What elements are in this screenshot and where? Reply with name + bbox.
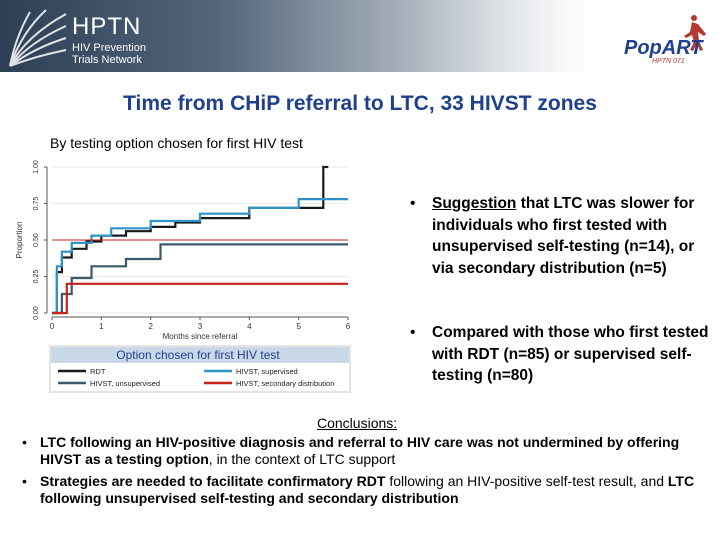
plot-area [40,158,358,318]
conclusion-text: following an HIV-positive self-test result, and [385,473,668,489]
legend-label: HIVST, unsupervised [90,379,161,388]
conclusion-bold: LTC following unsupervised self-testing and secondary distribution [40,473,695,506]
y-tick-label: 0.00 [33,306,40,320]
bullet-text: that LTC was slower for individuals who first tested with unsupervised self-testing (n=14), or via secondary distribution (n=5) [432,195,695,277]
findings-bullet-2 [410,322,710,387]
x-tick-label: 5 [296,322,301,331]
slide-subtitle: By testing option chosen for first HIV test [50,135,303,151]
org-subtitle: HIV Prevention Trials Network [72,42,146,66]
x-tick-label: 6 [345,322,351,331]
conclusion-item-1 [22,434,702,467]
legend-label: RDT [90,367,106,376]
bullet-icon: • [410,324,416,341]
x-tick-label: 0 [49,322,55,331]
x-tick-label: 3 [197,322,203,331]
conclusion-bold: Strategies are needed to facilitate confirmatory RDT [40,473,386,489]
ltc-chart [10,155,360,395]
bullet-icon: • [22,473,27,489]
y-tick-label: 0.50 [33,233,40,247]
partner-logo-text: PopART [624,37,703,59]
bullet-icon: • [22,434,27,450]
chart-legend [50,346,350,392]
bullet-emphasis: Suggestion [432,195,517,212]
org-title: HPTN [72,13,142,40]
x-tick-label: 2 [148,322,153,331]
partner-logo-subtext: HPTN 071 [652,58,685,65]
bullet-icon: • [410,195,416,212]
x-axis-label: Months since referral [162,332,238,341]
bullet-text: Compared with those who first tested with RDT (n=85) or supervised self-testing (n=80) [432,324,709,384]
y-tick-label: 1.00 [33,160,40,174]
y-tick-label: 0.25 [33,269,40,284]
y-tick-label: 0.75 [33,196,40,211]
conclusion-item-2 [22,473,702,506]
x-tick-label: 1 [99,322,104,331]
y-axis-label: Proportion [15,221,24,259]
slide-title: Time from CHiP referral to LTC, 33 HIVST zones [123,92,597,115]
conclusions-heading: Conclusions: [317,415,398,431]
legend-label: HIVST, supervised [236,367,298,376]
legend-label: HIVST, secondary distribution [236,379,335,388]
hptn-logo-icon [6,6,70,70]
legend-title: Option chosen for first HIV test [116,348,280,362]
conclusion-bold: LTC following an HIV-positive diagnosis and referral to HIV care was not undermined by offering HIVST as a testing option [40,434,680,467]
findings-bullet-1 [410,193,710,279]
conclusion-text: , in the context of LTC support [208,450,396,467]
slide-header [0,0,720,72]
x-tick-label: 4 [247,322,252,331]
